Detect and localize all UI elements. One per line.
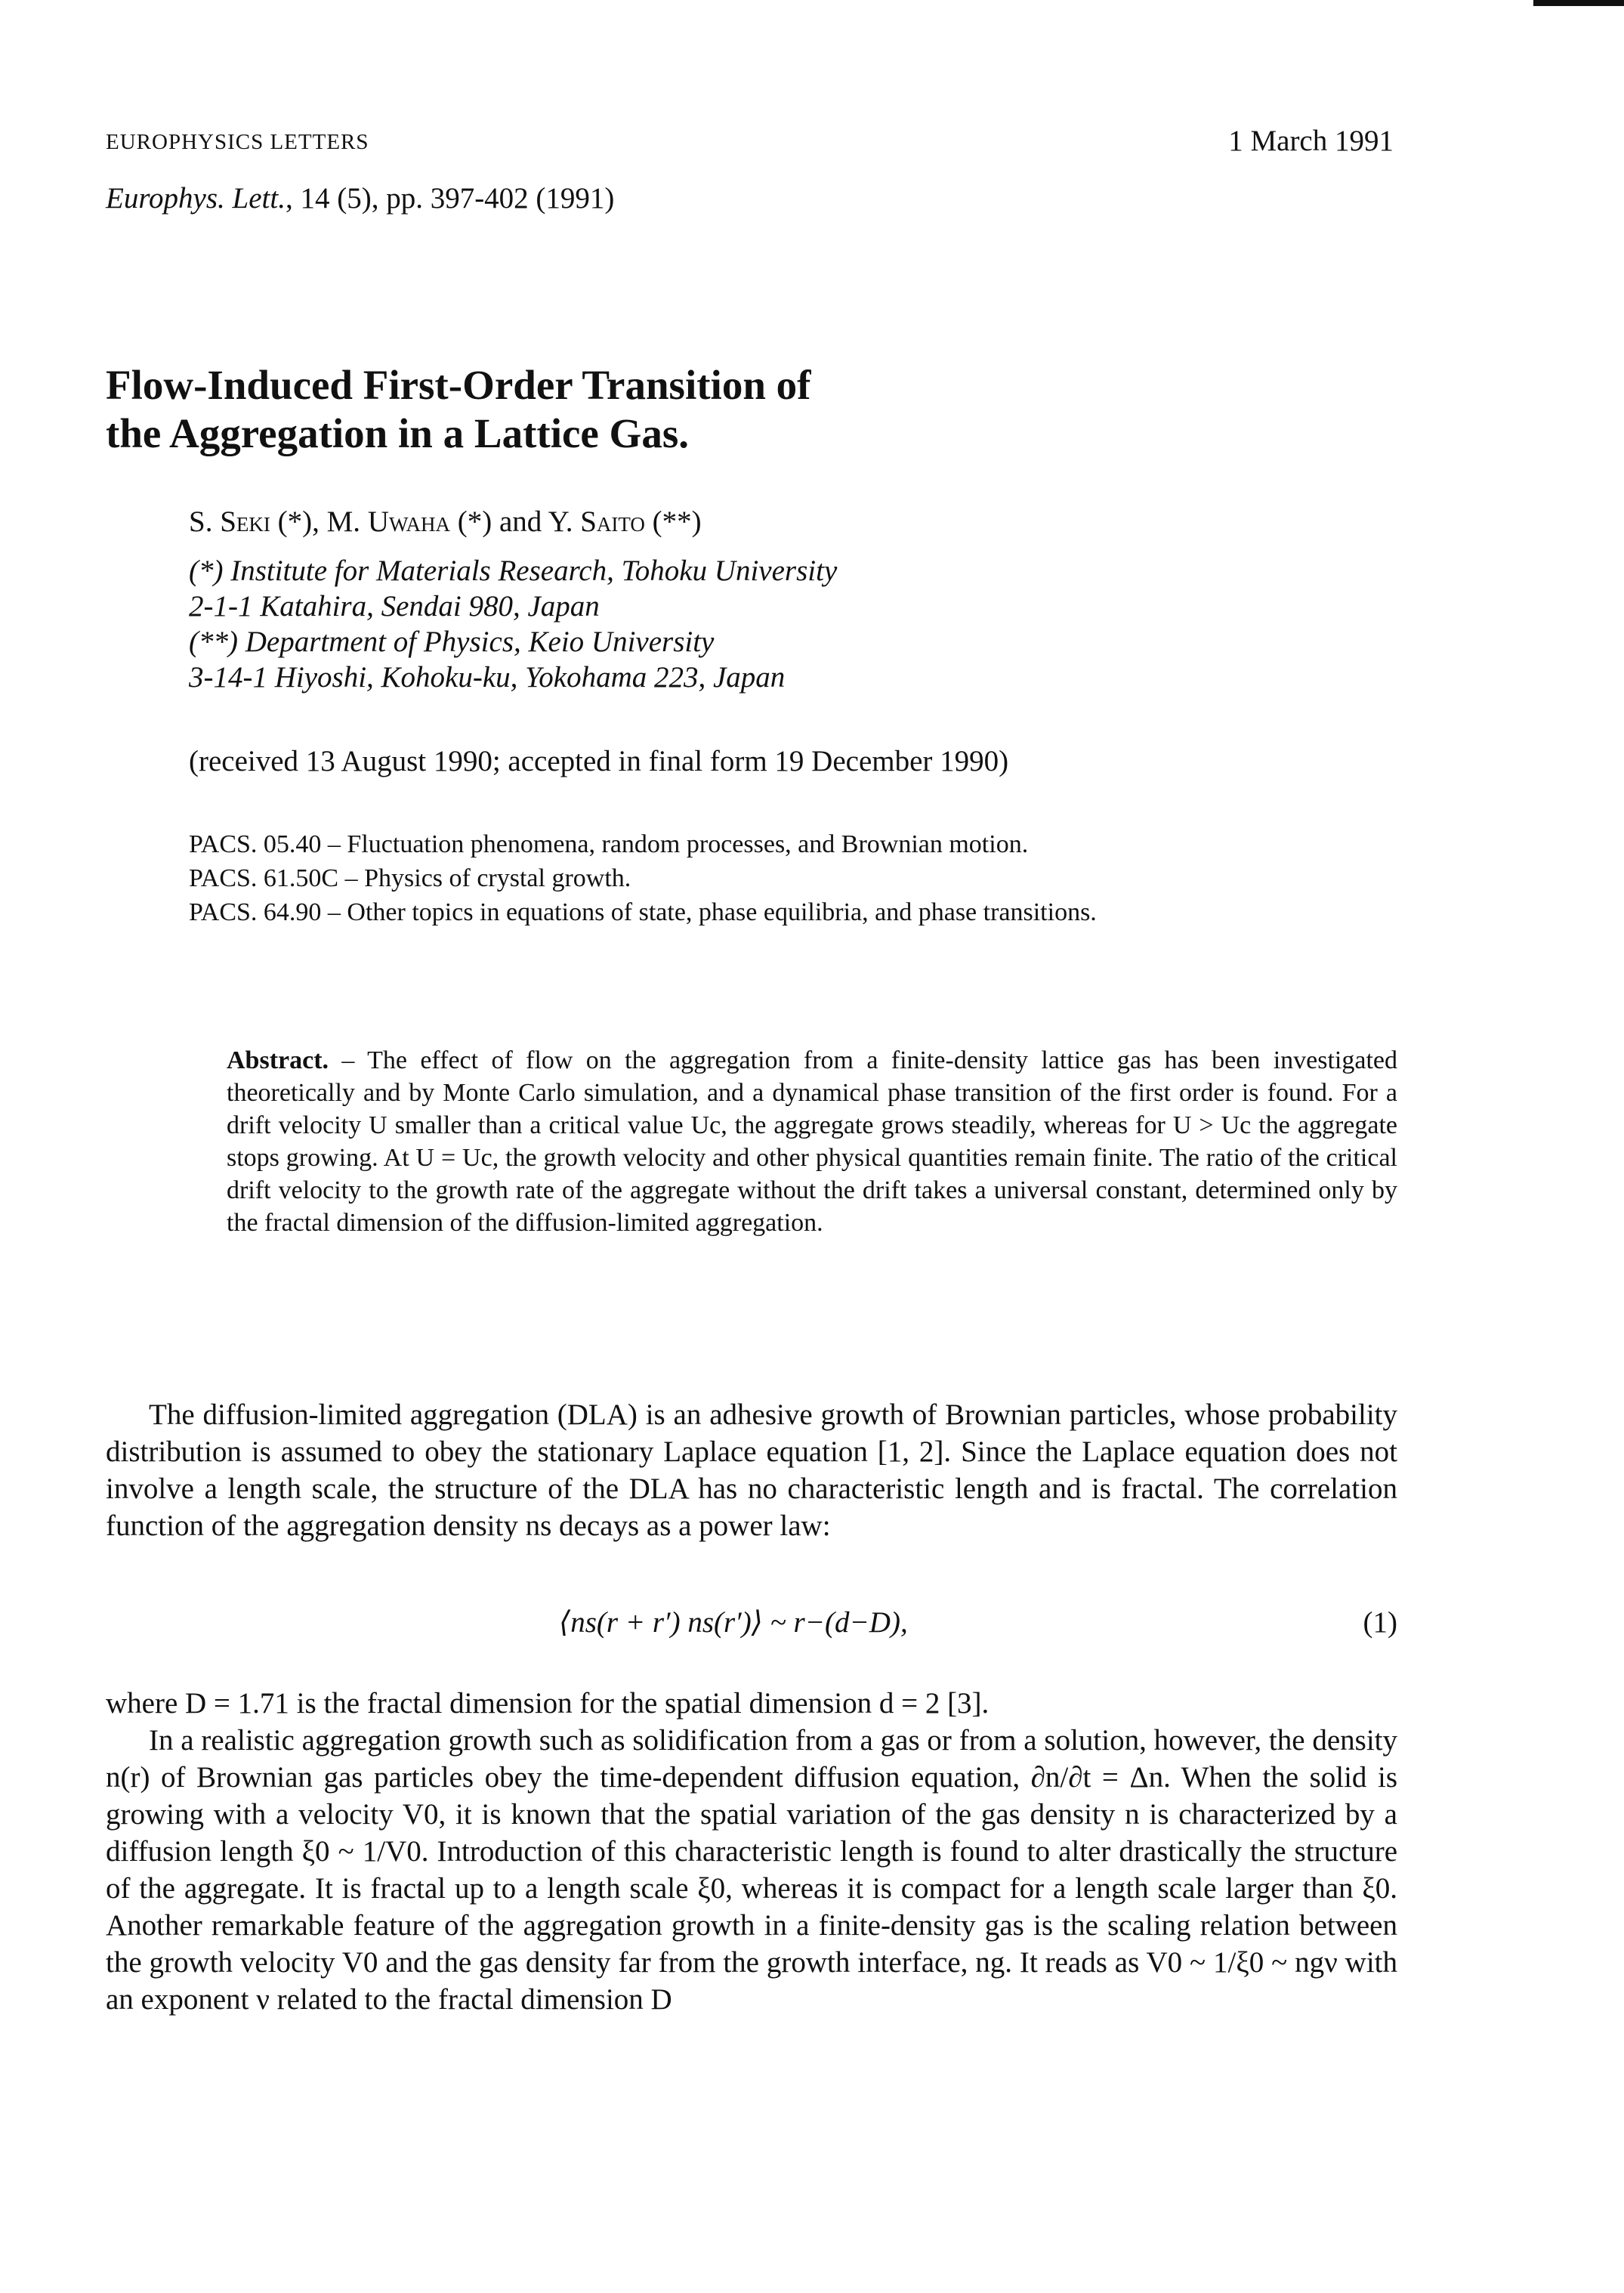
author-2-initial: M.	[326, 505, 368, 538]
scan-edge-mark	[1533, 0, 1624, 6]
author-3-initial: Y.	[548, 505, 581, 538]
author-2-mark: (*) and	[449, 505, 548, 538]
equation-1	[106, 1605, 1397, 1643]
body-paragraph-1: The diffusion-limited aggregation (DLA) is an adhesive growth of Brownian particles, whose probability distribution is assumed to obey the stationary Laplace equation [1, 2]. Since the Laplace equation does not involve a length scale, the structure of the DLA has no characteristic length and is fractal. The correlation function of the aggregation density ns decays as a power law:	[106, 1398, 1397, 1542]
citation-details: , 14 (5), pp. 397-402 (1991)	[285, 182, 615, 215]
author-1-name: Seki	[220, 505, 270, 538]
title-line-2: the Aggregation in a Lattice Gas.	[106, 410, 689, 456]
citation	[106, 181, 614, 215]
affiliations	[189, 553, 837, 695]
citation-journal: Europhys. Lett.	[106, 182, 286, 215]
abstract-label: Abstract.	[227, 1046, 329, 1074]
pacs-entry: PACS. 05.40 – Fluctuation phenomena, random processes, and Brownian motion.	[189, 830, 1029, 858]
abstract	[227, 1044, 1397, 1239]
body-paragraph-3: In a realistic aggregation growth such as solidification from a gas or from a solution, however, the density n(r) of Brownian gas particles obey the time-dependent diffusion equation, ∂n/∂t = Δn. When the solid is growing with a velocity V0, it is known that the spatial variation of the gas density n is characterized by a diffusion length ξ0 ~ 1/V0. Introduction of this characteristic length is found to alter drastically the structure of the aggregate. It is fractal up to a length scale ξ0, whereas it is compact for a length scale larger than ξ0. Another remarkable feature of the aggregation growth in a finite-density gas is the scaling relation between the growth velocity V0 and the gas density far from the growth interface, ng. It reads as V0 ~ 1/ξ0 ~ ngν with an exponent ν related to the fractal dimension D	[106, 1724, 1397, 2016]
pacs-list	[189, 827, 1097, 929]
paper-title	[106, 361, 810, 458]
body-paragraph-2: where D = 1.71 is the fractal dimension for the spatial dimension d = 2 [3].	[106, 1687, 990, 1720]
author-2-name: Uwaha	[367, 505, 450, 538]
affiliation-line: 3-14-1 Hiyoshi, Kohoku-ku, Yokohama 223, Japan	[189, 661, 786, 694]
received-dates: (received 13 August 1990; accepted in final form 19 December 1990)	[189, 745, 1009, 777]
pacs-entry: PACS. 64.90 – Other topics in equations of state, phase equilibria, and phase transitions.	[189, 898, 1097, 926]
pacs-entry: PACS. 61.50C – Physics of crystal growth.	[189, 864, 631, 892]
journal-name: EUROPHYSICS LETTERS	[106, 130, 369, 154]
issue-date: 1 March 1991	[1228, 125, 1394, 157]
abstract-text: – The effect of flow on the aggregation from a finite-density lattice gas has been investigated theoretically and by Monte Carlo simulation, and a dynamical phase transition of the first order is found. For a drift velocity U smaller than a critical value Uc, the aggregate grows steadily, whereas for U > Uc the aggregate stops growing. At U = Uc, the growth velocity and other physical quantities remain finite. The ratio of the critical drift velocity to the growth rate of the aggregate without the drift takes a universal constant, determined only by the fractal dimension of the diffusion-limited aggregation.	[227, 1046, 1397, 1237]
affiliation-line: (**) Department of Physics, Keio University	[189, 626, 715, 658]
author-1-initial: S.	[189, 505, 221, 538]
affiliation-line: 2-1-1 Katahira, Sendai 980, Japan	[189, 590, 600, 623]
equation-1-expression: ⟨ns(r + r′) ns(r′)⟩ ~ r−(d−D),	[559, 1606, 908, 1639]
equation-1-number: (1)	[1363, 1606, 1397, 1639]
author-3-mark: (**)	[644, 505, 702, 538]
author-3-name: Saito	[580, 505, 645, 538]
title-line-1: Flow-Induced First-Order Transition of	[106, 362, 811, 408]
author-1-mark: (*),	[270, 505, 327, 538]
author-list	[189, 505, 702, 539]
affiliation-line: (*) Institute for Materials Research, Tohoku University	[189, 555, 838, 587]
